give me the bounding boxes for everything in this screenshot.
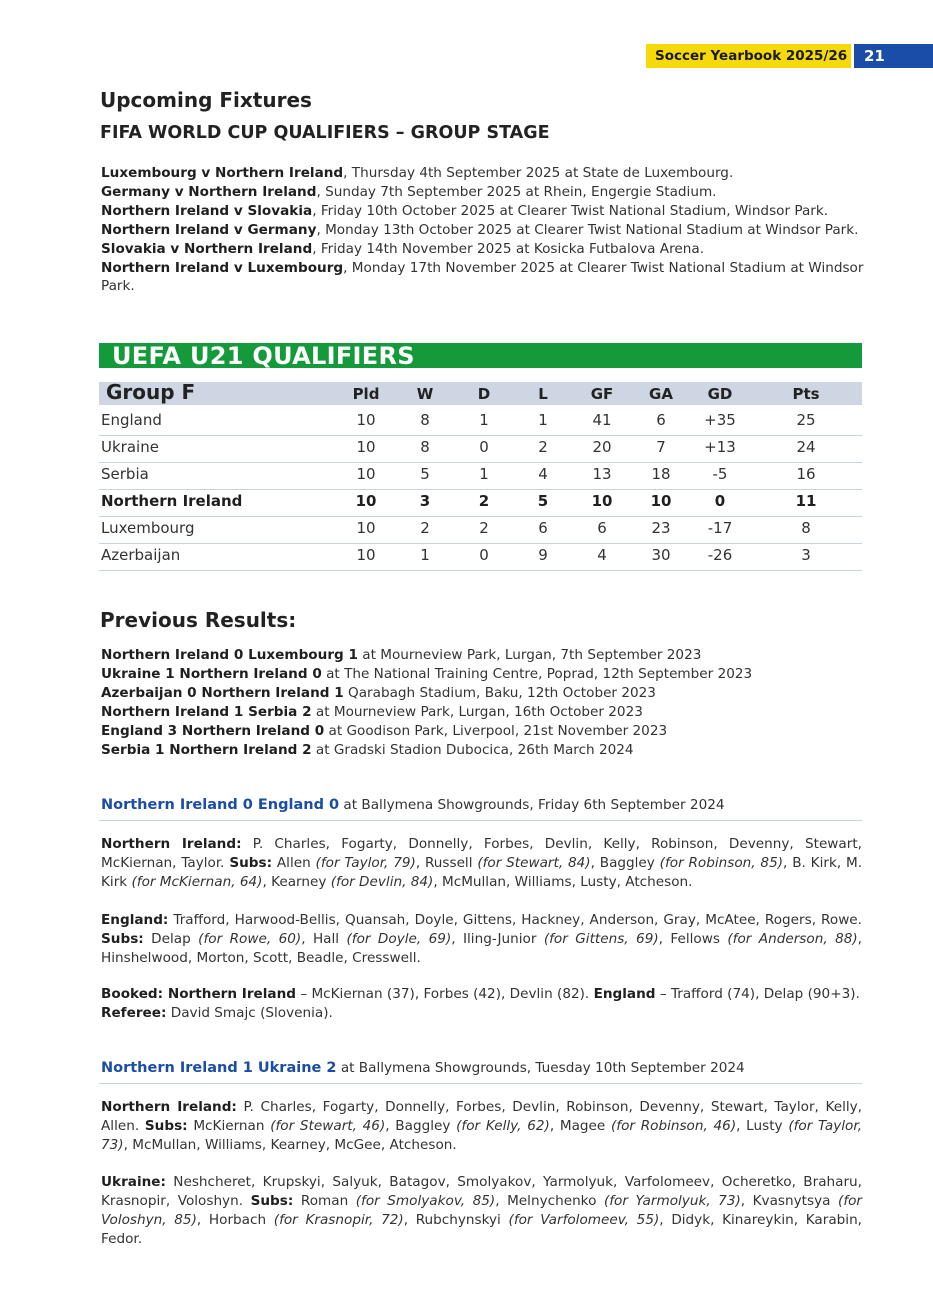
result-item xyxy=(101,722,861,741)
column-header-d: D xyxy=(477,385,491,403)
match2-details: at Ballymena Showgrounds, Tuesday 10th September 2024 xyxy=(336,1060,745,1076)
result-score: Azerbaijan 0 Northern Ireland 1 xyxy=(101,684,344,701)
substitute-name: , B. Kirk, M. Kirk xyxy=(101,855,863,890)
substitute-name: , Baggley xyxy=(385,1118,457,1134)
stat-d: 2 xyxy=(479,519,489,537)
match1-eng-lineup xyxy=(101,911,862,968)
fixture-item xyxy=(101,164,871,183)
substitute-name: , Didyk, Kinareykin, Karabin, Fedor. xyxy=(101,1212,863,1247)
stat-gf: 10 xyxy=(591,492,613,510)
stat-pts: 25 xyxy=(796,411,816,429)
stat-pts: 8 xyxy=(801,519,811,537)
match2-ni-players: P. Charles, Fogarty, Donnelly, Forbes, Devlin, Robinson, Devenny, Stewart, Taylor, Kelly, Allen. xyxy=(101,1099,862,1134)
substitution-note: (for McKiernan, 64) xyxy=(131,874,263,890)
match2-ukr-players: Neshcheret, Krupskyi, Salyuk, Batagov, Smolyakov, Yarmolyuk, Varfolomeev, Ocheretko, Braharu, Krasnopir, Voloshyn. xyxy=(101,1174,862,1209)
substitute-name: , Lusty xyxy=(736,1118,789,1134)
substitution-note: (for Robinson, 85) xyxy=(659,855,784,871)
result-item xyxy=(101,741,861,760)
match1-eng-players: Trafford, Harwood-Bellis, Quansah, Doyle, Gittens, Hackney, Anderson, Gray, McAtee, Rogers, Rowe. xyxy=(168,912,862,928)
substitute-name: , Rubchynskyi xyxy=(403,1212,509,1228)
fixture-item xyxy=(101,183,871,202)
substitution-note: (for Gittens, 69) xyxy=(543,931,659,947)
column-header-gf: GF xyxy=(590,385,614,403)
table-row-divider xyxy=(99,543,862,544)
substitute-name: , McMullan, Williams, Kearney, McGee, Atcheson. xyxy=(123,1137,457,1153)
stat-pld: 10 xyxy=(356,519,376,537)
substitution-note: (for Taylor, 79) xyxy=(315,855,416,871)
substitution-note: (for Voloshyn, 85) xyxy=(101,1193,863,1228)
match1-referee: David Smajc (Slovenia). xyxy=(166,1005,333,1021)
result-details: at Mourneview Park, Lurgan, 7th September 2023 xyxy=(357,647,702,663)
stat-ga: 23 xyxy=(651,519,671,537)
stat-l: 9 xyxy=(538,546,548,564)
team-name: Northern Ireland xyxy=(101,492,243,510)
substitution-note: (for Stewart, 46) xyxy=(270,1118,386,1134)
stat-d: 2 xyxy=(478,492,490,510)
match1-eng-subs-label: Subs: xyxy=(101,931,144,947)
stat-gd: +35 xyxy=(704,411,736,429)
match1-booked-team2: England xyxy=(593,986,656,1002)
match1-title xyxy=(101,797,725,813)
match1-score: Northern Ireland 0 England 0 xyxy=(101,797,340,813)
table-row-divider xyxy=(99,489,862,490)
fixture-item xyxy=(101,240,871,259)
fixture-teams: Northern Ireland v Slovakia xyxy=(101,202,313,219)
fixture-details: , Friday 10th October 2025 at Clearer Twist National Stadium, Windsor Park. xyxy=(312,202,829,219)
table-row-divider xyxy=(99,435,862,436)
substitute-name: , Russell xyxy=(415,855,478,871)
result-details: at Mourneview Park, Lurgan, 16th October 2023 xyxy=(311,703,643,720)
fixture-item xyxy=(101,259,871,297)
stat-pld: 10 xyxy=(356,438,376,456)
stat-ga: 10 xyxy=(650,492,672,510)
fixture-teams: Slovakia v Northern Ireland xyxy=(101,240,313,257)
result-item xyxy=(101,665,861,684)
result-score: Northern Ireland 0 Luxembourg 1 xyxy=(101,647,358,663)
stat-w: 8 xyxy=(420,411,430,429)
substitution-note: (for Stewart, 84) xyxy=(477,855,591,871)
world-cup-qualifiers-subheading: FIFA WORLD CUP QUALIFIERS – GROUP STAGE xyxy=(100,123,550,143)
match1-ni-label: Northern Ireland: xyxy=(101,836,242,852)
stat-gf: 41 xyxy=(592,411,612,429)
stat-d: 1 xyxy=(479,411,489,429)
stat-ga: 6 xyxy=(656,411,666,429)
stat-d: 1 xyxy=(479,465,489,483)
match1-referee-line xyxy=(101,1004,862,1023)
substitution-note: (for Anderson, 88) xyxy=(727,931,858,947)
substitution-note: (for Devlin, 84) xyxy=(330,874,434,890)
match2-ukr-lineup xyxy=(101,1173,862,1249)
result-details: Qarabagh Stadium, Baku, 12th October 2023 xyxy=(343,684,656,701)
stat-l: 2 xyxy=(538,438,548,456)
fixture-item xyxy=(101,202,871,221)
substitution-note: (for Rowe, 60) xyxy=(198,931,302,947)
stat-pld: 10 xyxy=(356,411,376,429)
substitute-name: , Hall xyxy=(301,931,347,947)
stat-l: 4 xyxy=(538,465,548,483)
stat-w: 2 xyxy=(420,519,430,537)
match2-score: Northern Ireland 1 Ukraine 2 xyxy=(101,1060,337,1076)
team-name: Serbia xyxy=(101,465,149,483)
result-item xyxy=(101,646,861,665)
stat-gd: -17 xyxy=(707,519,733,537)
substitution-note: (for Kelly, 62) xyxy=(456,1118,550,1134)
column-header-l: L xyxy=(538,385,548,403)
result-details: at Goodison Park, Liverpool, 21st November 2023 xyxy=(324,722,668,739)
table-row-divider xyxy=(99,516,862,517)
stat-pts: 24 xyxy=(796,438,816,456)
stat-w: 8 xyxy=(420,438,430,456)
table-row-divider xyxy=(99,570,862,571)
stat-gf: 13 xyxy=(592,465,612,483)
match1-ni-subs-label: Subs: xyxy=(229,855,273,871)
u21-banner-title: UEFA U21 QUALIFIERS xyxy=(112,342,415,370)
substitute-name: , Melnychenko xyxy=(495,1193,604,1209)
stat-gd: 0 xyxy=(714,492,726,510)
result-item xyxy=(101,703,861,722)
book-title-tag: Soccer Yearbook 2025/26 xyxy=(646,44,851,68)
column-header-pts: Pts xyxy=(792,385,820,403)
stat-gd: -5 xyxy=(712,465,728,483)
column-header-gd: GD xyxy=(707,385,733,403)
substitution-note: (for Robinson, 46) xyxy=(610,1118,737,1134)
substitute-name: Allen xyxy=(272,855,316,871)
substitute-name: , Fellows xyxy=(658,931,728,947)
result-item xyxy=(101,684,861,703)
substitution-note: (for Doyle, 69) xyxy=(346,931,452,947)
match1-ni-lineup xyxy=(101,835,862,892)
stat-gd: +13 xyxy=(704,438,736,456)
fixture-details: , Monday 17th November 2025 at Clearer Twist National Stadium at Windsor Park. xyxy=(101,259,864,295)
match1-booked-team1: Northern Ireland xyxy=(163,986,296,1002)
page-number: 21 xyxy=(854,44,933,68)
match2-divider xyxy=(99,1083,862,1084)
team-name: Azerbaijan xyxy=(101,546,181,564)
substitute-name: Delap xyxy=(143,931,199,947)
match2-ni-subs xyxy=(101,1118,862,1153)
stat-pld: 10 xyxy=(356,546,376,564)
match2-ukr-subs-label: Subs: xyxy=(250,1193,294,1209)
substitute-name: , Magee xyxy=(549,1118,611,1134)
fixture-item xyxy=(101,221,871,240)
team-name: Ukraine xyxy=(101,438,159,456)
fixtures-list xyxy=(101,164,871,296)
fixture-details: , Friday 14th November 2025 at Kosicka Futbalova Arena. xyxy=(312,240,705,257)
stat-d: 0 xyxy=(479,546,489,564)
match2-ni-lineup xyxy=(101,1098,862,1155)
stat-pts: 11 xyxy=(795,492,817,510)
fixture-teams: Northern Ireland v Germany xyxy=(101,221,317,238)
stat-gd: -26 xyxy=(707,546,733,564)
substitution-note: (for Taylor, 73) xyxy=(101,1118,863,1153)
group-label: Group F xyxy=(106,380,196,404)
stat-pld: 10 xyxy=(356,465,376,483)
team-name: England xyxy=(101,411,162,429)
substitute-name: , Kearney xyxy=(262,874,331,890)
fixture-details: , Sunday 7th September 2025 at Rhein, Engergie Stadium. xyxy=(316,183,717,200)
match2-ni-subs-label: Subs: xyxy=(144,1118,188,1134)
stat-l: 1 xyxy=(538,411,548,429)
upcoming-fixtures-heading: Upcoming Fixtures xyxy=(100,88,312,112)
match1-officials xyxy=(101,985,862,1023)
match1-referee-label: Referee: xyxy=(101,1005,167,1021)
fixture-teams: Germany v Northern Ireland xyxy=(101,183,317,200)
match1-details: at Ballymena Showgrounds, Friday 6th September 2024 xyxy=(339,797,725,813)
column-header-w: W xyxy=(416,385,434,403)
substitute-name: , Horbach xyxy=(196,1212,274,1228)
team-name: Luxembourg xyxy=(101,519,195,537)
stat-pts: 16 xyxy=(796,465,816,483)
result-score: Serbia 1 Northern Ireland 2 xyxy=(101,741,312,758)
substitution-note: (for Krasnopir, 72) xyxy=(273,1212,404,1228)
substitution-note: (for Smolyakov, 85) xyxy=(355,1193,496,1209)
substitute-name: McKiernan xyxy=(187,1118,271,1134)
substitute-name: , Kvasnytsya xyxy=(740,1193,839,1209)
result-score: England 3 Northern Ireland 0 xyxy=(101,722,325,739)
substitute-name: Roman xyxy=(293,1193,356,1209)
previous-results-heading: Previous Results: xyxy=(100,608,297,632)
previous-results-list xyxy=(101,646,861,759)
match1-booked-text2: – Trafford (74), Delap (90+3). xyxy=(655,986,860,1002)
stat-l: 6 xyxy=(538,519,548,537)
fixture-details: , Thursday 4th September 2025 at State de Luxembourg. xyxy=(343,165,734,181)
match2-ni-label: Northern Ireland: xyxy=(101,1099,237,1115)
stat-gf: 20 xyxy=(592,438,612,456)
stat-w: 5 xyxy=(420,465,430,483)
substitute-name: , Hinshelwood, Morton, Scott, Beadle, Cresswell. xyxy=(101,931,862,966)
table-row-divider xyxy=(99,462,862,463)
fixture-teams: Northern Ireland v Luxembourg xyxy=(101,259,344,276)
match2-title xyxy=(101,1060,745,1076)
stat-l: 5 xyxy=(537,492,549,510)
match1-booked-line xyxy=(101,985,862,1004)
substitution-note: (for Yarmolyuk, 73) xyxy=(603,1193,741,1209)
stat-w: 1 xyxy=(420,546,430,564)
stat-pld: 10 xyxy=(355,492,377,510)
fixture-teams: Luxembourg v Northern Ireland xyxy=(101,165,344,181)
match1-ni-players: P. Charles, Fogarty, Donnelly, Forbes, Devlin, Kelly, Robinson, Devenny, Stewart, McKiernan, Taylor. xyxy=(101,836,862,871)
stat-ga: 30 xyxy=(651,546,671,564)
substitution-note: (for Varfolomeev, 55) xyxy=(508,1212,660,1228)
stat-ga: 18 xyxy=(651,465,671,483)
substitute-name: , McMullan, Williams, Lusty, Atcheson. xyxy=(433,874,693,890)
stat-pts: 3 xyxy=(801,546,811,564)
stat-w: 3 xyxy=(419,492,431,510)
substitute-name: , Baggley xyxy=(590,855,660,871)
substitute-name: , Iling-Junior xyxy=(451,931,544,947)
column-header-ga: GA xyxy=(649,385,673,403)
match2-ukr-label: Ukraine: xyxy=(101,1174,166,1190)
stat-d: 0 xyxy=(479,438,489,456)
stat-gf: 6 xyxy=(597,519,607,537)
result-score: Ukraine 1 Northern Ireland 0 xyxy=(101,665,322,682)
stat-ga: 7 xyxy=(656,438,666,456)
column-header-pld: Pld xyxy=(352,385,380,403)
result-details: at The National Training Centre, Poprad, 12th September 2023 xyxy=(321,665,753,682)
result-score: Northern Ireland 1 Serbia 2 xyxy=(101,703,312,720)
match1-booked-label: Booked: xyxy=(101,986,164,1002)
result-details: at Gradski Stadion Dubocica, 26th March 2024 xyxy=(311,741,634,758)
match1-booked-text1: – McKiernan (37), Forbes (42), Devlin (82). xyxy=(296,986,594,1002)
match1-divider xyxy=(99,820,862,821)
match1-eng-label: England: xyxy=(101,912,169,928)
match1-eng-subs xyxy=(101,931,862,966)
fixture-details: , Monday 13th October 2025 at Clearer Twist National Stadium at Windsor Park. xyxy=(316,221,859,238)
stat-gf: 4 xyxy=(597,546,607,564)
